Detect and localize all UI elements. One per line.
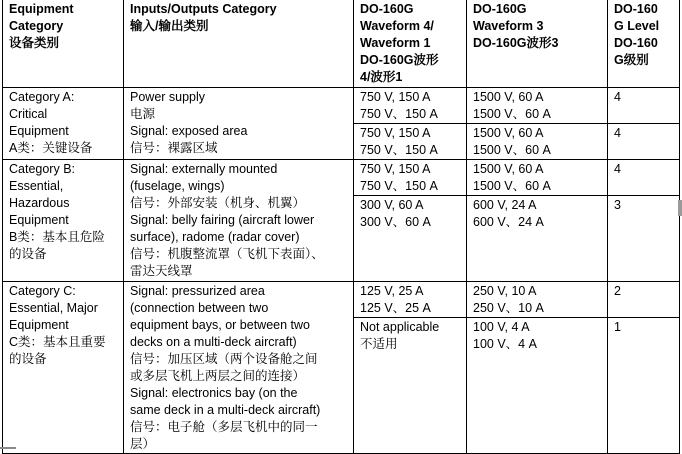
- header-text: DO-160G: [360, 2, 414, 16]
- waveform4-cell: [354, 318, 467, 454]
- cell-text: Essential,: [9, 179, 64, 193]
- cell-text: equipment bays, or between two: [130, 318, 310, 332]
- cell-text: Signal: electronics bay (on the: [130, 386, 298, 400]
- cell-text: 的设备: [9, 247, 47, 261]
- cell-text: 4: [614, 126, 621, 140]
- cell-text: Power supply: [130, 90, 206, 104]
- cell-text: Equipment: [9, 213, 69, 227]
- level-cell: [608, 88, 680, 124]
- waveform3-cell: [467, 124, 608, 160]
- level-cell: [608, 160, 680, 196]
- header-text: Equipment: [9, 2, 74, 16]
- header-equipment-category: [3, 0, 124, 88]
- waveform4-cell: [354, 196, 467, 282]
- header-waveform4-1: [354, 0, 467, 88]
- header-text: DO-160: [614, 36, 658, 50]
- header-text: DO-160G波形: [360, 53, 439, 67]
- cell-text: 750 V, 150 A: [360, 126, 431, 140]
- header-text: 设备类别: [9, 36, 60, 50]
- cell-text: 125 V、25 A: [360, 301, 431, 315]
- cell-text: 750 V、150 A: [360, 143, 438, 157]
- category-cell-a: [3, 88, 124, 160]
- cell-text: 600 V、24 A: [473, 215, 544, 229]
- cell-text: C类：基本且重要: [9, 335, 106, 349]
- cell-text: 250 V, 10 A: [473, 284, 537, 298]
- cell-text: 层）: [130, 437, 156, 451]
- level-cell: [608, 282, 680, 318]
- category-cell-c: [3, 282, 124, 454]
- table-row: [3, 282, 680, 318]
- cell-text: Equipment: [9, 124, 69, 138]
- table-row: [3, 160, 680, 196]
- waveform4-cell: [354, 124, 467, 160]
- header-text: Waveform 4/: [360, 19, 434, 33]
- cell-text: 信号：电子舱（多层飞机中的同一: [130, 420, 318, 434]
- cell-text: 750 V, 150 A: [360, 162, 431, 176]
- cell-text: 信号：机腹整流罩（飞机下表面）、: [130, 247, 324, 261]
- waveform4-cell: [354, 88, 467, 124]
- io-cell-a: [124, 88, 354, 160]
- cell-text: 或多层飞机上两层之间的连接）: [130, 369, 306, 383]
- table-row: [3, 88, 680, 124]
- cell-text: 100 V, 4 A: [473, 320, 530, 334]
- scroll-marker: [678, 200, 682, 216]
- cell-text: 3: [614, 198, 621, 212]
- cell-text: 1500 V, 60 A: [473, 126, 544, 140]
- cell-text: 电源: [130, 107, 156, 121]
- cell-text: A类：关键设备: [9, 141, 93, 155]
- cell-text: 750 V, 150 A: [360, 90, 431, 104]
- level-cell: [608, 318, 680, 454]
- io-cell-b: [124, 160, 354, 282]
- header-text: G Level: [614, 19, 660, 33]
- header-text: DO-160G: [473, 2, 527, 16]
- header-waveform3: [467, 0, 608, 88]
- cell-text: 不适用: [360, 337, 398, 351]
- cell-text: Category C:: [9, 284, 76, 298]
- waveform4-cell: [354, 160, 467, 196]
- cell-text: Signal: pressurized area: [130, 284, 265, 298]
- cell-text: 600 V, 24 A: [473, 198, 537, 212]
- header-text: 输入/输出类别: [130, 19, 209, 33]
- header-text: Waveform 3: [473, 19, 544, 33]
- cell-text: 2: [614, 284, 621, 298]
- cell-text: 250 V、10 A: [473, 301, 544, 315]
- waveform3-cell: [467, 196, 608, 282]
- level-cell: [608, 124, 680, 160]
- cell-text: Equipment: [9, 318, 69, 332]
- cell-text: 300 V, 60 A: [360, 198, 424, 212]
- header-io-category: [124, 0, 354, 88]
- cell-text: 雷达天线罩: [130, 264, 193, 278]
- waveform3-cell: [467, 88, 608, 124]
- cell-text: Signal: exposed area: [130, 124, 248, 138]
- waveform3-cell: [467, 318, 608, 454]
- waveform3-cell: [467, 282, 608, 318]
- cell-text: 750 V、150 A: [360, 107, 438, 121]
- cell-text: Category A:: [9, 90, 75, 104]
- header-level: [608, 0, 680, 88]
- cell-text: same deck in a multi-deck aircraft): [130, 403, 321, 417]
- io-cell-c: [124, 282, 354, 454]
- cell-text: Hazardous: [9, 196, 70, 210]
- cell-text: 100 V、4 A: [473, 337, 537, 351]
- cell-text: B类：基本且危险: [9, 230, 105, 244]
- cell-text: 125 V, 25 A: [360, 284, 424, 298]
- cell-text: 的设备: [9, 352, 47, 366]
- cell-text: Essential, Major: [9, 301, 98, 315]
- cell-text: 1: [614, 320, 621, 334]
- category-cell-b: [3, 160, 124, 282]
- cell-text: Category B:: [9, 162, 76, 176]
- cell-text: 1500 V, 60 A: [473, 162, 544, 176]
- cell-text: 4: [614, 90, 621, 104]
- cell-text: 信号：裸露区域: [130, 141, 218, 155]
- header-text: Waveform 1: [360, 36, 431, 50]
- cell-text: 1500 V, 60 A: [473, 90, 544, 104]
- header-text: DO-160: [614, 2, 658, 16]
- header-row: [3, 0, 680, 88]
- cell-text: Signal: externally mounted: [130, 162, 278, 176]
- cell-text: 750 V、150 A: [360, 179, 438, 193]
- cell-text: 信号：加压区域（两个设备舱之间: [130, 352, 318, 366]
- cell-text: 1500 V、60 A: [473, 107, 551, 121]
- cell-text: (fuselage, wings): [130, 179, 225, 193]
- cell-text: Signal: belly fairing (aircraft lower: [130, 213, 315, 227]
- header-text: 4/波形1: [360, 70, 403, 84]
- header-text: Inputs/Outputs Category: [130, 2, 277, 16]
- cell-text: 300 V、60 A: [360, 215, 431, 229]
- cell-text: Not applicable: [360, 320, 440, 334]
- cell-text: 1500 V、60 A: [473, 143, 551, 157]
- header-text: Category: [9, 19, 64, 33]
- do160g-lightning-table: [2, 0, 680, 454]
- cell-text: (connection between two: [130, 301, 269, 315]
- level-cell: [608, 196, 680, 282]
- cell-text: 信号：外部安装（机身、机翼）: [130, 196, 306, 210]
- waveform3-cell: [467, 160, 608, 196]
- cell-text: surface), radome (radar cover): [130, 230, 300, 244]
- cell-text: decks on a multi-deck aircraft): [130, 335, 297, 349]
- header-text: G级别: [614, 53, 649, 67]
- cell-text: Critical: [9, 107, 48, 121]
- cell-text: 1500 V、60 A: [473, 179, 551, 193]
- header-text: DO-160G波形3: [473, 36, 559, 50]
- cell-text: 4: [614, 162, 621, 176]
- waveform4-cell: [354, 282, 467, 318]
